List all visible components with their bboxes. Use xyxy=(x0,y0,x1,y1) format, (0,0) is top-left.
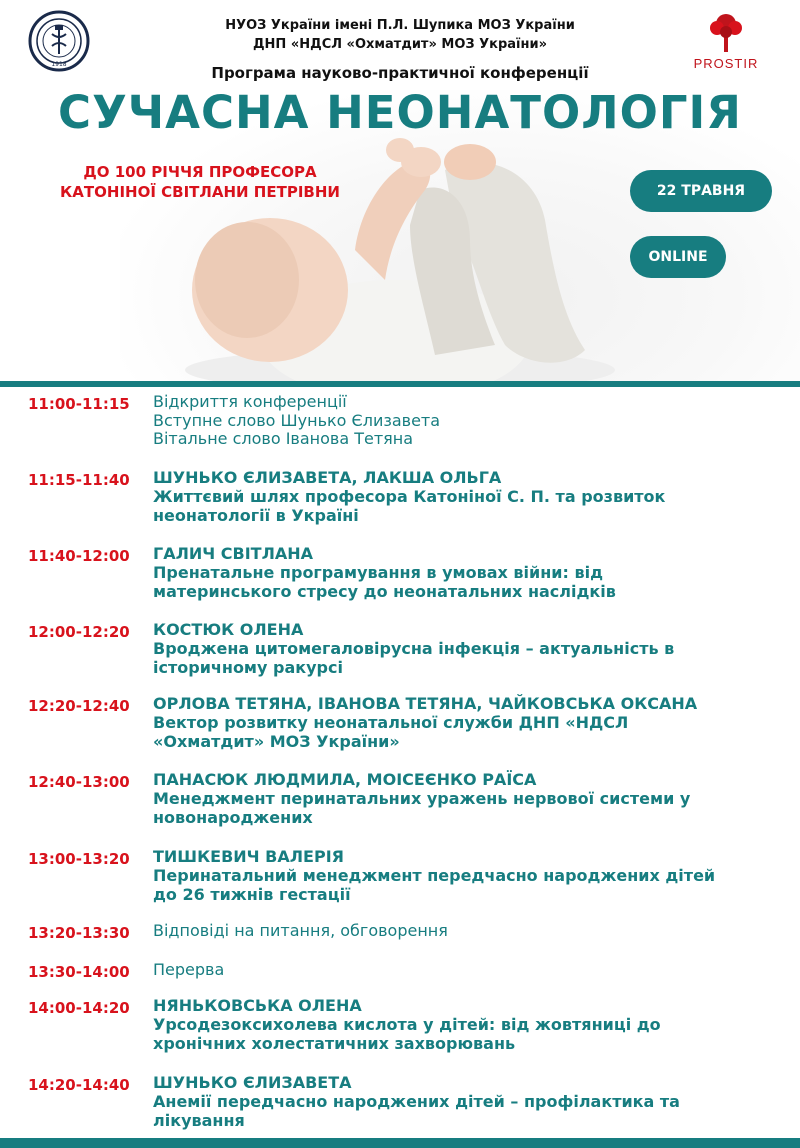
agenda-speakers: КОСТЮК ОЛЕНА xyxy=(153,620,304,639)
agenda-time: 14:00-14:20 xyxy=(28,999,130,1017)
agenda-topic: Анемії передчасно народжених дітей – профілактика та лікування xyxy=(153,1092,680,1130)
seal-year: 1918 xyxy=(51,61,67,68)
agenda-description: Відкриття конференції Вступне слово Шунько Єлизавета Вітальне слово Іванова Тетяна xyxy=(153,392,441,448)
agenda-topic: Урсодезоксихолева кислота у дітей: від жовтяниці до хронічних холестатичних захворювань xyxy=(153,1015,661,1053)
agenda-time: 12:00-12:20 xyxy=(28,623,130,641)
agenda-topic: Пренатальне програмування в умовах війни: від материнського стресу до неонатальних наслідків xyxy=(153,563,616,601)
agenda-topic: Перинатальний менеджмент передчасно народжених дітей до 26 тижнів гестації xyxy=(153,866,716,904)
header-banner xyxy=(0,0,800,385)
agenda-time: 13:00-13:20 xyxy=(28,850,130,868)
agenda-time: 12:20-12:40 xyxy=(28,697,130,715)
online-badge: ONLINE xyxy=(630,236,726,278)
agenda-speakers: ПАНАСЮК ЛЮДМИЛА, МОІСЕЄНКО РАЇСА xyxy=(153,770,537,789)
tribute-text xyxy=(40,162,360,202)
agenda-topic: Менеджмент перинатальних уражень нервової системи у новонароджених xyxy=(153,789,691,827)
agenda-time: 14:20-14:40 xyxy=(28,1076,130,1094)
agenda-description: Перерва xyxy=(153,960,225,979)
agenda-topic: Вектор розвитку неонатальної служби ДНП «НДСЛ «Охматдит» МОЗ України» xyxy=(153,713,629,751)
agenda-topic: Життєвий шлях професора Катоніної С. П. та розвиток неонатології в Україні xyxy=(153,487,666,525)
organization-line-1: НУОЗ України імені П.Л. Шупика МОЗ України xyxy=(225,18,575,33)
agenda-speakers: НЯНЬКОВСЬКА ОЛЕНА xyxy=(153,996,362,1015)
program-subtitle: Програма науково-практичної конференції xyxy=(211,64,589,82)
agenda-speakers: ШУНЬКО ЄЛИЗАВЕТА, ЛАКША ОЛЬГА xyxy=(153,468,502,487)
tribute-line-2: КАТОНІНОЇ СВІТЛАНИ ПЕТРІВНИ xyxy=(60,183,340,201)
agenda-speakers: ГАЛИЧ СВІТЛАНА xyxy=(153,544,314,563)
tribute-line-1: ДО 100 РІЧЧЯ ПРОФЕСОРА xyxy=(83,163,317,181)
agenda-time: 11:15-11:40 xyxy=(28,471,130,489)
agenda-speakers: ОРЛОВА ТЕТЯНА, ІВАНОВА ТЕТЯНА, ЧАЙКОВСЬКА ОКСАНА xyxy=(153,694,698,713)
agenda-speakers: ШУНЬКО ЄЛИЗАВЕТА xyxy=(153,1073,352,1092)
divider-band-bottom xyxy=(0,1138,800,1148)
prostir-label: PROSTIR xyxy=(693,56,759,71)
agenda-time: 12:40-13:00 xyxy=(28,773,130,791)
agenda-description: Відповіді на питання, обговорення xyxy=(153,921,448,940)
agenda-topic: Вроджена цитомегаловірусна інфекція – актуальність в історичному ракурсі xyxy=(153,639,675,677)
date-badge: 22 ТРАВНЯ xyxy=(630,170,772,212)
agenda-time: 13:20-13:30 xyxy=(28,924,130,942)
agenda-time: 13:30-14:00 xyxy=(28,963,130,981)
conference-title: СУЧАСНА НЕОНАТОЛОГІЯ xyxy=(58,86,742,139)
agenda-time: 11:00-11:15 xyxy=(28,395,130,413)
agenda-time: 11:40-12:00 xyxy=(28,547,130,565)
agenda-speakers: ТИШКЕВИЧ ВАЛЕРІЯ xyxy=(153,847,344,866)
organization-line-2: ДНП «НДСЛ «Охматдит» МОЗ України» xyxy=(252,37,548,52)
divider-band-top xyxy=(0,381,800,387)
